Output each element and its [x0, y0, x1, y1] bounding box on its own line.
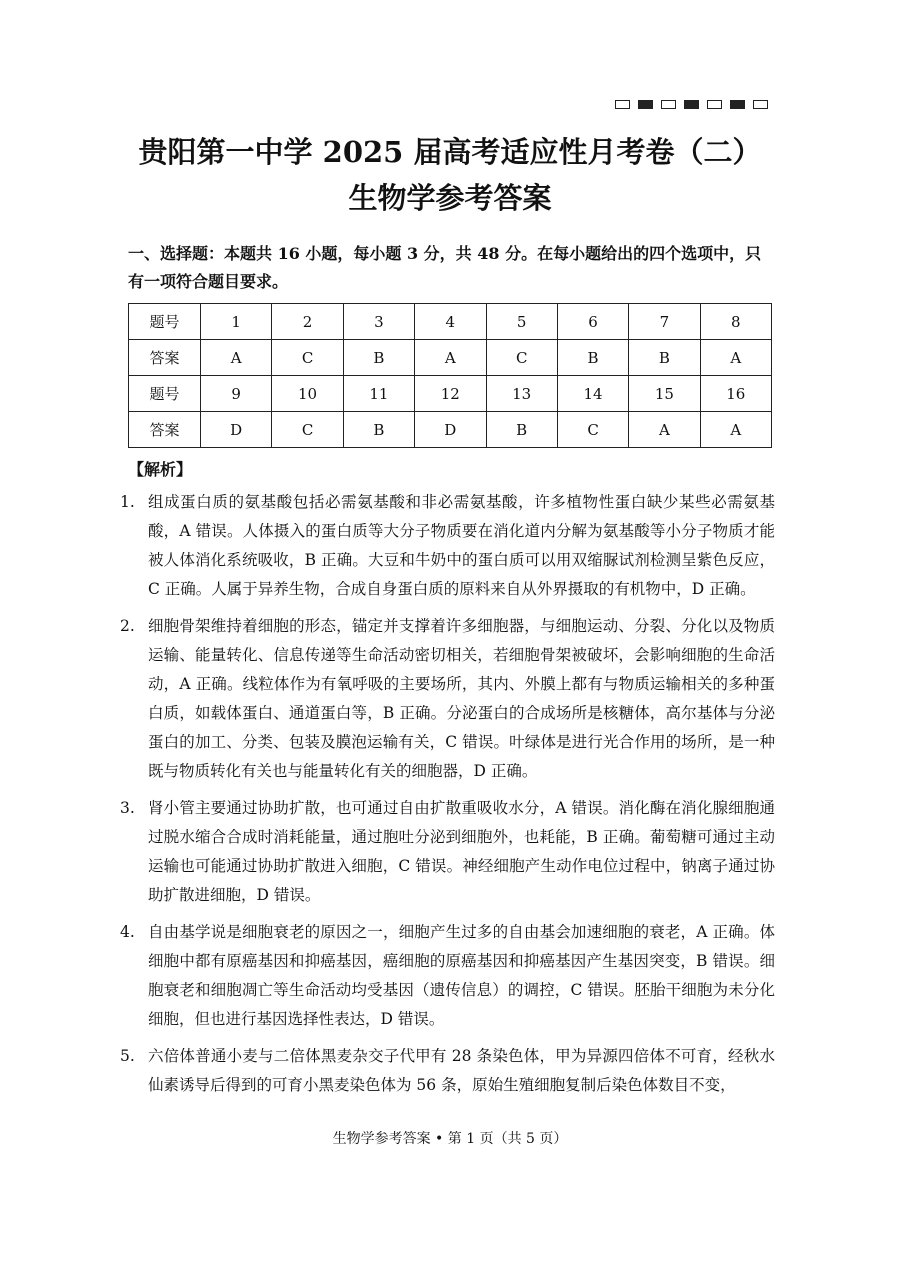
- analysis-item: [120, 1042, 775, 1100]
- table-row-header: 题号: [129, 376, 201, 412]
- table-row-header: 答案: [129, 412, 201, 448]
- table-cell: A: [700, 340, 771, 376]
- header-mark: [753, 100, 768, 109]
- analysis-item-text: 自由基学说是细胞衰老的原因之一，细胞产生过多的自由基会加速细胞的衰老，A 正确。体细胞中都有原癌基因和抑癌基因，癌细胞的原癌基因和抑癌基因产生基因突变，B 错误。细胞衰老和细胞凋亡等生命活动均受基因（遗传信息）的调控，C 错误。胚胎干细胞为未分化细胞，但也进行基因选择性表达，D 错误。: [148, 923, 775, 1028]
- analysis-item: [120, 918, 775, 1034]
- table-cell: 10: [272, 376, 343, 412]
- table-cell: 5: [486, 304, 557, 340]
- table-row-header: 题号: [129, 304, 201, 340]
- analysis-item-number: 5.: [120, 1047, 135, 1065]
- analysis-item-number: 1.: [120, 493, 135, 511]
- analysis-list: [120, 488, 775, 1108]
- table-cell: A: [201, 340, 272, 376]
- table-cell: A: [700, 412, 771, 448]
- table-cell: A: [415, 340, 486, 376]
- table-cell: A: [629, 412, 700, 448]
- analysis-item: [120, 612, 775, 786]
- table-cell: B: [629, 340, 700, 376]
- analysis-item-number: 4.: [120, 923, 135, 941]
- table-cell: 12: [415, 376, 486, 412]
- table-cell: C: [486, 340, 557, 376]
- table-row: [129, 412, 772, 448]
- header-mark: [707, 100, 722, 109]
- analysis-item-text: 组成蛋白质的氨基酸包括必需氨基酸和非必需氨基酸，许多植物性蛋白缺少某些必需氨基酸，A 错误。人体摄入的蛋白质等大分子物质要在消化道内分解为氨基酸等小分子物质才能被人体消化系统吸收，B 正确。大豆和牛奶中的蛋白质可以用双缩脲试剂检测呈紫色反应，C 正确。人属于异养生物，合成自身蛋白质的原料来自从外界摄取的有机物中，D 正确。: [148, 493, 775, 598]
- analysis-item-text: 细胞骨架维持着细胞的形态，锚定并支撑着许多细胞器，与细胞运动、分裂、分化以及物质运输、能量转化、信息传递等生命活动密切相关，若细胞骨架被破坏，会影响细胞的生命活动，A 正确。线粒体作为有氧呼吸的主要场所，其内、外膜上都有与物质运输相关的多种蛋白质，如载体蛋白、通道蛋白等，B 正确。分泌蛋白的合成场所是核糖体，高尔基体与分泌蛋白的加工、分类、包装及膜泡运输有关，C 错误。叶绿体是进行光合作用的场所，是一种既与物质转化有关也与能量转化有关的细胞器，D 正确。: [148, 617, 775, 780]
- table-cell: 16: [700, 376, 771, 412]
- table-cell: D: [201, 412, 272, 448]
- table-cell: C: [272, 340, 343, 376]
- table-cell: 13: [486, 376, 557, 412]
- table-row: [129, 376, 772, 412]
- header-marks: [615, 100, 768, 109]
- table-row: [129, 340, 772, 376]
- analysis-item: [120, 794, 775, 910]
- table-row: [129, 304, 772, 340]
- table-row-header: 答案: [129, 340, 201, 376]
- header-mark: [661, 100, 676, 109]
- header-mark: [638, 100, 653, 109]
- analysis-item-text: 六倍体普通小麦与二倍体黑麦杂交子代甲有 28 条染色体，甲为异源四倍体不可育，经秋水仙素诱导后得到的可育小黑麦染色体为 56 条，原始生殖细胞复制后染色体数目不变，: [148, 1047, 775, 1094]
- table-cell: 1: [201, 304, 272, 340]
- table-cell: 7: [629, 304, 700, 340]
- page-footer: 生物学参考答案 • 第 1 页（共 5 页）: [332, 1131, 568, 1147]
- table-cell: C: [272, 412, 343, 448]
- analysis-item: [120, 488, 775, 604]
- table-cell: B: [486, 412, 557, 448]
- table-cell: 11: [343, 376, 414, 412]
- table-cell: 4: [415, 304, 486, 340]
- section-heading: 一、选择题：本题共 16 小题，每小题 3 分，共 48 分。在每小题给出的四个选项中，只有一项符合题目要求。: [128, 244, 762, 291]
- document-title: 贵阳第一中学 2025 届高考适应性月考卷（二）: [138, 135, 762, 169]
- table-cell: 15: [629, 376, 700, 412]
- table-cell: 3: [343, 304, 414, 340]
- answer-table: [128, 303, 772, 448]
- analysis-item-number: 2.: [120, 617, 135, 635]
- document-subtitle: 生物学参考答案: [348, 181, 552, 215]
- table-cell: C: [557, 412, 628, 448]
- table-cell: 9: [201, 376, 272, 412]
- analysis-heading: 【解析】: [128, 460, 193, 479]
- table-cell: 14: [557, 376, 628, 412]
- analysis-item-number: 3.: [120, 799, 135, 817]
- table-cell: B: [343, 412, 414, 448]
- header-mark: [684, 100, 699, 109]
- analysis-item-text: 肾小管主要通过协助扩散，也可通过自由扩散重吸收水分，A 错误。消化酶在消化腺细胞通过脱水缩合合成时消耗能量，通过胞吐分泌到细胞外，也耗能，B 正确。葡萄糖可通过主动运输也可能通过协助扩散进入细胞，C 错误。神经细胞产生动作电位过程中，钠离子通过协助扩散进细胞，D 错误。: [148, 799, 775, 904]
- table-cell: 2: [272, 304, 343, 340]
- table-cell: 6: [557, 304, 628, 340]
- table-cell: B: [557, 340, 628, 376]
- table-cell: 8: [700, 304, 771, 340]
- header-mark: [615, 100, 630, 109]
- header-mark: [730, 100, 745, 109]
- table-cell: D: [415, 412, 486, 448]
- table-cell: B: [343, 340, 414, 376]
